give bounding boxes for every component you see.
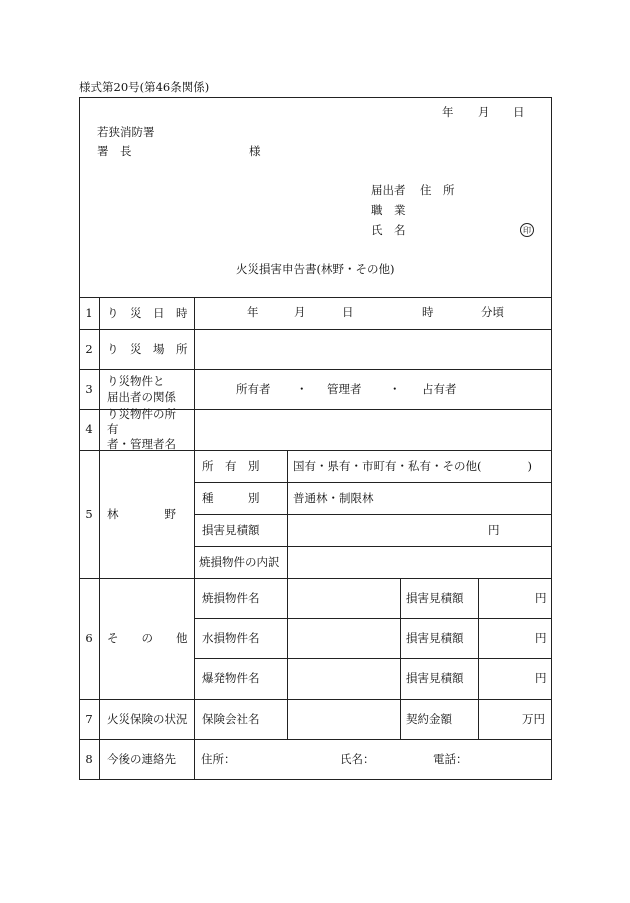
water-estimate-unit: 円 <box>535 631 547 645</box>
row-number: 7 <box>85 711 93 726</box>
burned-estimate-unit: 円 <box>535 591 547 605</box>
contact-name-label: 氏名： <box>340 752 375 766</box>
contract-amount-label: 契約金額 <box>406 711 452 726</box>
burned-item-label: 焼損物件名 <box>202 590 260 605</box>
occupation-label: 職 業 <box>371 203 406 217</box>
row-label-other: そ の 他 <box>107 631 188 646</box>
seal-mark: 印 <box>520 223 534 237</box>
relation-occupant: 占有者 <box>422 382 457 396</box>
date-day: 日 <box>513 105 525 119</box>
forest-type-label <box>194 482 287 514</box>
row-number: 4 <box>85 422 93 437</box>
explosion-item-label: 爆発物件名 <box>202 671 260 686</box>
fire-day-unit: 日 <box>342 305 354 319</box>
row-label-fire-location: り 災 場 所 <box>107 341 188 356</box>
date-month: 月 <box>478 105 490 119</box>
addressee-honorific: 様 <box>249 144 261 158</box>
name-label: 氏 名 <box>371 223 406 237</box>
label-text: 所 有 別 <box>202 458 260 473</box>
fire-month-unit: 月 <box>294 305 306 319</box>
row-label-owner-name <box>99 409 194 450</box>
water-item-label: 水損物件名 <box>202 630 260 645</box>
burned-estimate-label: 損害見積額 <box>406 590 464 605</box>
forest-type-options: 普通林・制限林 <box>293 491 374 505</box>
label-text: 種 別 <box>202 490 260 505</box>
contract-amount-unit: 万円 <box>522 712 545 726</box>
fire-year-unit: 年 <box>247 305 259 319</box>
row-label-line: り災物件と <box>107 374 165 389</box>
row-number: 6 <box>85 631 93 646</box>
row-number: 8 <box>85 752 93 767</box>
row-label-line: り災物件の所有 <box>107 407 176 436</box>
form-title: 様式第20号(第46条関係) <box>79 80 210 94</box>
relation-owner: 所有者 <box>236 382 271 396</box>
row-label-line: 届出者の関係 <box>107 389 176 404</box>
relation-separator: ・ <box>389 382 401 396</box>
fire-hour-unit: 時 <box>422 305 434 319</box>
row-number: 5 <box>85 506 93 521</box>
row-label-fire-datetime: り 災 日 時 <box>107 305 188 320</box>
date-year: 年 <box>442 105 454 119</box>
water-estimate-label: 損害見積額 <box>406 630 464 645</box>
relation-separator: ・ <box>296 382 308 396</box>
row-label-line: 者・管理者名 <box>107 437 176 452</box>
relation-manager: 管理者 <box>327 382 362 396</box>
row-number: 3 <box>85 381 93 396</box>
label-text: 損害見積額 <box>202 522 260 537</box>
row-label-forest: 林 野 <box>107 506 176 521</box>
document-title: 火災損害申告書(林野・その他) <box>236 262 395 276</box>
forest-breakdown-label: 焼損物件の内訳 <box>199 554 280 569</box>
divider <box>287 450 288 739</box>
contact-phone-label: 電話： <box>433 752 468 766</box>
contact-address-label: 住所： <box>201 752 236 766</box>
address-label: 住 所 <box>420 183 455 197</box>
explosion-estimate-label: 損害見積額 <box>406 671 464 686</box>
explosion-estimate-unit: 円 <box>535 671 547 685</box>
row-label-contact: 今後の連絡先 <box>107 752 176 767</box>
fire-minute-unit: 分頃 <box>481 305 504 319</box>
insurance-company-label: 保険会社名 <box>202 711 260 726</box>
divider <box>478 578 479 739</box>
row-number: 1 <box>85 305 93 320</box>
reporter-label: 届出者 <box>371 183 406 197</box>
addressee-org: 若狭消防署 <box>97 125 155 139</box>
row-label-insurance: 火災保険の状況 <box>107 711 188 726</box>
row-label-relation <box>99 369 194 409</box>
addressee-title: 署 長 <box>97 144 132 158</box>
forest-ownership-options: 国有・県有・市町有・私有・その他( ) <box>293 459 532 473</box>
row-number: 2 <box>85 341 93 356</box>
forest-estimate-label <box>194 514 287 546</box>
forest-estimate-unit: 円 <box>488 523 500 537</box>
forest-ownership-label <box>194 450 287 482</box>
